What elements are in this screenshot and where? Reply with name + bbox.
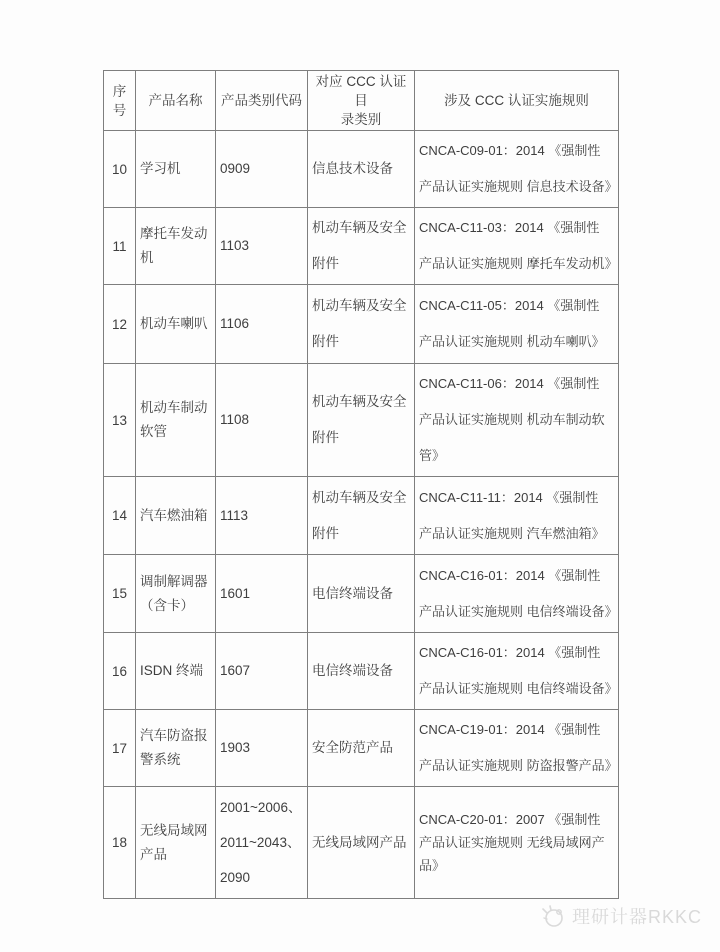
text-line: 产品认证实施规则 电信终端设备》 [419,603,618,619]
table-row [104,787,619,899]
cell-category-code [216,633,308,710]
table-row [104,633,619,710]
text-line: 产品认证实施规则 电信终端设备》 [419,681,618,696]
text-line: CNCA-C20-01：2007 《强制性 [419,812,601,827]
table-row [104,364,619,477]
cell-ccc-rule [415,131,619,208]
text-line: 软管 [140,424,167,439]
cell-category-code [216,208,308,285]
cell-serial: 12 [104,285,136,364]
text-line: CNCA-C16-01：2014 《强制性 [419,567,601,583]
text-line: 产品认证实施规则 机动车制动软 [419,412,605,427]
text-line: 机 [140,250,154,265]
cell-ccc-rule [415,787,619,899]
text-line: 机动车喇叭 [140,316,208,331]
watermark-label: 理研计器RKKC [571,907,702,927]
text-line: 对应 CCC 认证目 [315,74,407,108]
cell-ccc-rule [415,208,619,285]
text-line: 学习机 [140,161,181,176]
text-line: 机动车辆及安全 [312,298,407,313]
text-line: 产品认证实施规则 防盗报警产品》 [419,758,618,773]
text-line: 无线局域网产品 [312,834,407,850]
text-line: 汽车燃油箱 [140,507,208,523]
cell-ccc-catalog [308,710,415,787]
cell-product-name [136,285,216,364]
text-line: 安全防范产品 [312,740,393,755]
cell-ccc-catalog [308,633,415,710]
cell-serial: 16 [104,633,136,710]
text-line: ISDN 终端 [140,663,204,678]
table-row [104,710,619,787]
cell-serial: 11 [104,208,136,285]
cell-product-name [136,710,216,787]
cell-product-name [136,208,216,285]
cell-category-code [216,710,308,787]
cell-ccc-catalog [308,787,415,899]
text-line: 机动车制动 [140,400,208,415]
cell-ccc-catalog [308,131,415,208]
text-line: 附件 [312,430,339,445]
text-line: 摩托车发动 [140,226,208,241]
text-line: 产品认证实施规则 无线局域网产 [419,835,605,850]
cell-ccc-catalog [308,555,415,633]
text-line: 产品 [140,846,167,862]
text-line: 产品认证实施规则 汽车燃油箱》 [419,525,605,541]
table-row [104,555,619,633]
cell-category-code [216,787,308,899]
table-header-row [104,71,619,131]
cell-product-name [136,364,216,477]
cell-ccc-catalog [308,477,415,555]
text-line: 1903 [220,740,251,755]
text-line: 信息技术设备 [312,161,393,176]
text-line: CNCA-C09-01：2014 《强制性 [419,143,601,158]
cell-ccc-rule [415,285,619,364]
cell-ccc-rule [415,555,619,633]
text-line: 1108 [220,412,250,427]
header-product-name: 产品名称 [136,71,216,131]
text-line: 机动车辆及安全 [312,394,407,409]
text-line: CNCA-C11-06：2014 《强制性 [419,376,600,391]
cell-serial: 14 [104,477,136,555]
text-line: CNCA-C11-05：2014 《强制性 [419,298,600,313]
cell-ccc-rule [415,477,619,555]
text-line: 机动车辆及安全 [312,220,407,235]
text-line: 序 [112,83,127,99]
cell-product-name [136,555,216,633]
cell-ccc-catalog [308,364,415,477]
text-line: 产品认证实施规则 信息技术设备》 [419,179,618,194]
text-line: 2011~2043、 [220,835,301,850]
cell-serial: 18 [104,787,136,899]
text-line: 电信终端设备 [312,585,393,601]
text-line: 品》 [419,858,446,873]
header-category-code: 产品类别代码 [216,71,308,131]
cell-serial: 15 [104,555,136,633]
text-line: 汽车防盗报 [140,728,208,743]
text-line: 录类别 [340,112,382,127]
text-line: CNCA-C16-01：2014 《强制性 [419,645,601,660]
text-line: 无线局域网 [140,822,208,838]
text-line: 1607 [220,663,251,678]
cell-category-code [216,555,308,633]
text-line: 号 [112,102,127,118]
text-line: 0909 [220,161,251,176]
header-ccc-catalog [308,71,415,131]
text-line: 2001~2006、 [220,800,302,815]
text-line: 产品认证实施规则 机动车喇叭》 [419,334,605,349]
cell-category-code [216,364,308,477]
text-line: 机动车辆及安全 [312,489,407,505]
cell-product-name [136,633,216,710]
text-line: （含卡） [140,597,194,613]
table-row [104,131,619,208]
cell-serial: 10 [104,131,136,208]
text-line: 1106 [220,316,250,331]
text-line: 调制解调器 [140,573,208,589]
watermark [539,903,702,929]
text-line: 附件 [312,256,339,271]
cell-product-name [136,131,216,208]
cell-serial: 13 [104,364,136,477]
table-row [104,477,619,555]
watermark-logo-icon [539,903,567,929]
header-serial [104,71,136,131]
text-line: 附件 [312,334,339,349]
cell-product-name [136,787,216,899]
cell-ccc-catalog [308,208,415,285]
ccc-certification-table [103,70,619,899]
cell-category-code [216,285,308,364]
table-row [104,285,619,364]
text-line: 1103 [220,238,250,253]
text-line: 1601 [220,585,251,601]
cell-serial: 17 [104,710,136,787]
text-line: CNCA-C19-01：2014 《强制性 [419,722,601,737]
text-line: CNCA-C11-11：2014 《强制性 [419,489,599,505]
text-line: 2090 [220,870,251,885]
text-line: 管》 [419,448,446,463]
cell-category-code [216,131,308,208]
text-line: 电信终端设备 [312,663,393,678]
cell-ccc-rule [415,710,619,787]
cell-ccc-rule [415,364,619,477]
cell-ccc-rule [415,633,619,710]
text-line: CNCA-C11-03：2014 《强制性 [419,220,600,235]
text-line: 附件 [312,525,339,541]
text-line: 产品认证实施规则 摩托车发动机》 [419,256,618,271]
cell-ccc-catalog [308,285,415,364]
text-line: 1113 [220,507,249,523]
table-row [104,208,619,285]
header-ccc-rule: 涉及 CCC 认证实施规则 [415,71,619,131]
cell-product-name [136,477,216,555]
text-line: 警系统 [140,752,181,767]
cell-category-code [216,477,308,555]
